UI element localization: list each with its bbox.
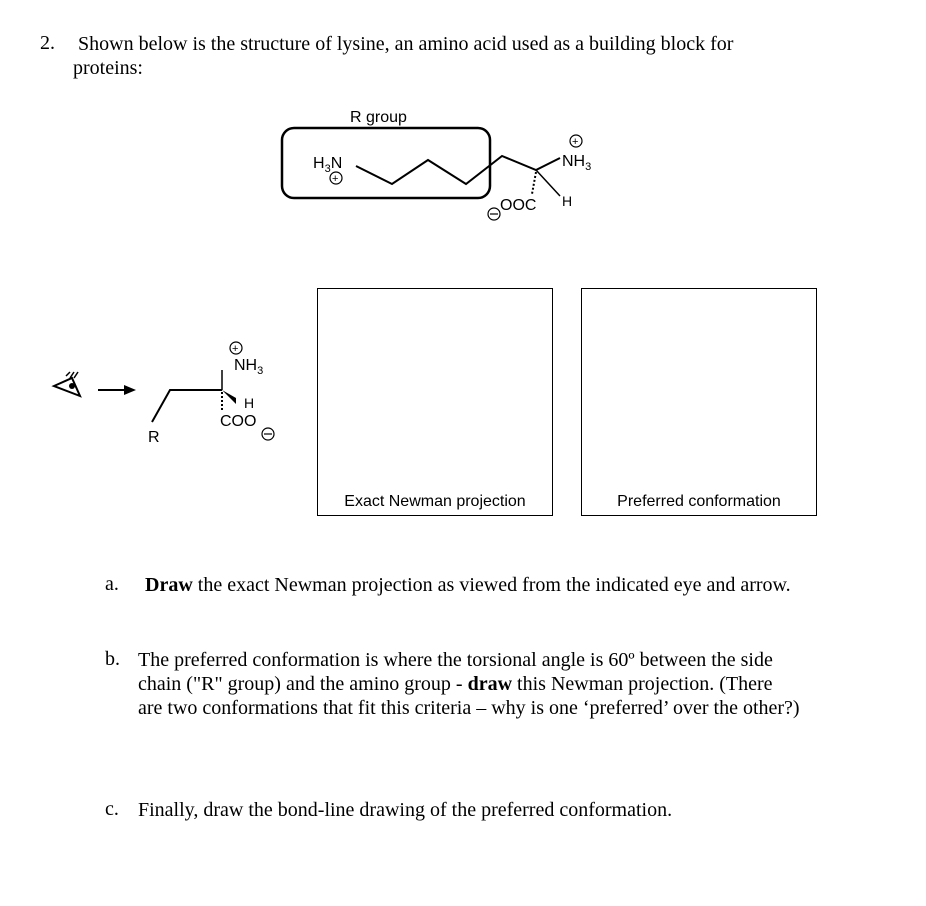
part-b-line2 <box>138 672 898 696</box>
part-b-line3: are two conformations that fit this criteria – why is one ‘preferred’ over the other?) <box>138 697 800 719</box>
viewer-coo-label: COO <box>220 413 257 430</box>
question-number: 2. <box>40 32 55 54</box>
nh3-plus-sign: + <box>572 136 579 148</box>
viewer-structure <box>40 330 300 450</box>
eye-icon <box>54 372 80 396</box>
lysine-structure <box>270 100 630 230</box>
carboxyl-hash-bond <box>532 172 536 194</box>
exact-newman-box[interactable] <box>317 288 553 516</box>
viewer-nh3-label: $NH_3$ <box>234 357 264 377</box>
side-chain-bonds <box>356 156 560 184</box>
part-b-bold: draw <box>467 673 513 695</box>
alpha-h-bond <box>536 170 560 196</box>
part-a-bold: Draw <box>145 574 193 596</box>
preferred-conformation-label: Preferred conformation <box>617 493 781 510</box>
part-b-line2-pre: chain ("R" group) and the amino group - <box>138 673 468 695</box>
viewer-r-label: R <box>148 429 160 446</box>
chain-bonds <box>152 390 222 422</box>
part-c-text: Finally, draw the bond-line drawing of the preferred conformation. <box>138 799 673 821</box>
part-b-line1: The preferred conformation is where the torsional angle is 60º between the side <box>138 649 773 671</box>
part-a-rest: the exact Newman projection as viewed from the indicated eye and arrow. <box>192 574 791 596</box>
part-a-letter: a. <box>105 573 119 595</box>
part-b-letter: b. <box>105 648 120 670</box>
viewer-h-label: H <box>244 395 255 411</box>
question-stem-continued: proteins: <box>73 57 143 79</box>
viewer-nh3-plus-sign: + <box>232 343 239 355</box>
nh3-label: $NH_3$ <box>562 153 592 173</box>
question-stem: Shown below is the structure of lysine, an amino acid used as a building block for <box>78 33 734 55</box>
h-label: H <box>562 193 573 209</box>
part-c-letter: c. <box>105 798 119 820</box>
part-b-line2-post: this Newman projection. (There <box>512 673 773 695</box>
part-a-text <box>145 573 885 597</box>
h-wedge <box>222 390 236 404</box>
plus-sign: + <box>332 173 339 185</box>
exact-newman-label: Exact Newman projection <box>344 493 526 510</box>
r-group-label: R group <box>350 109 407 126</box>
preferred-conformation-box[interactable] <box>581 288 817 516</box>
ooc-label: OOC <box>500 197 537 214</box>
h3n-label: $H_3N$ <box>313 155 343 175</box>
arrow-icon <box>98 385 136 395</box>
